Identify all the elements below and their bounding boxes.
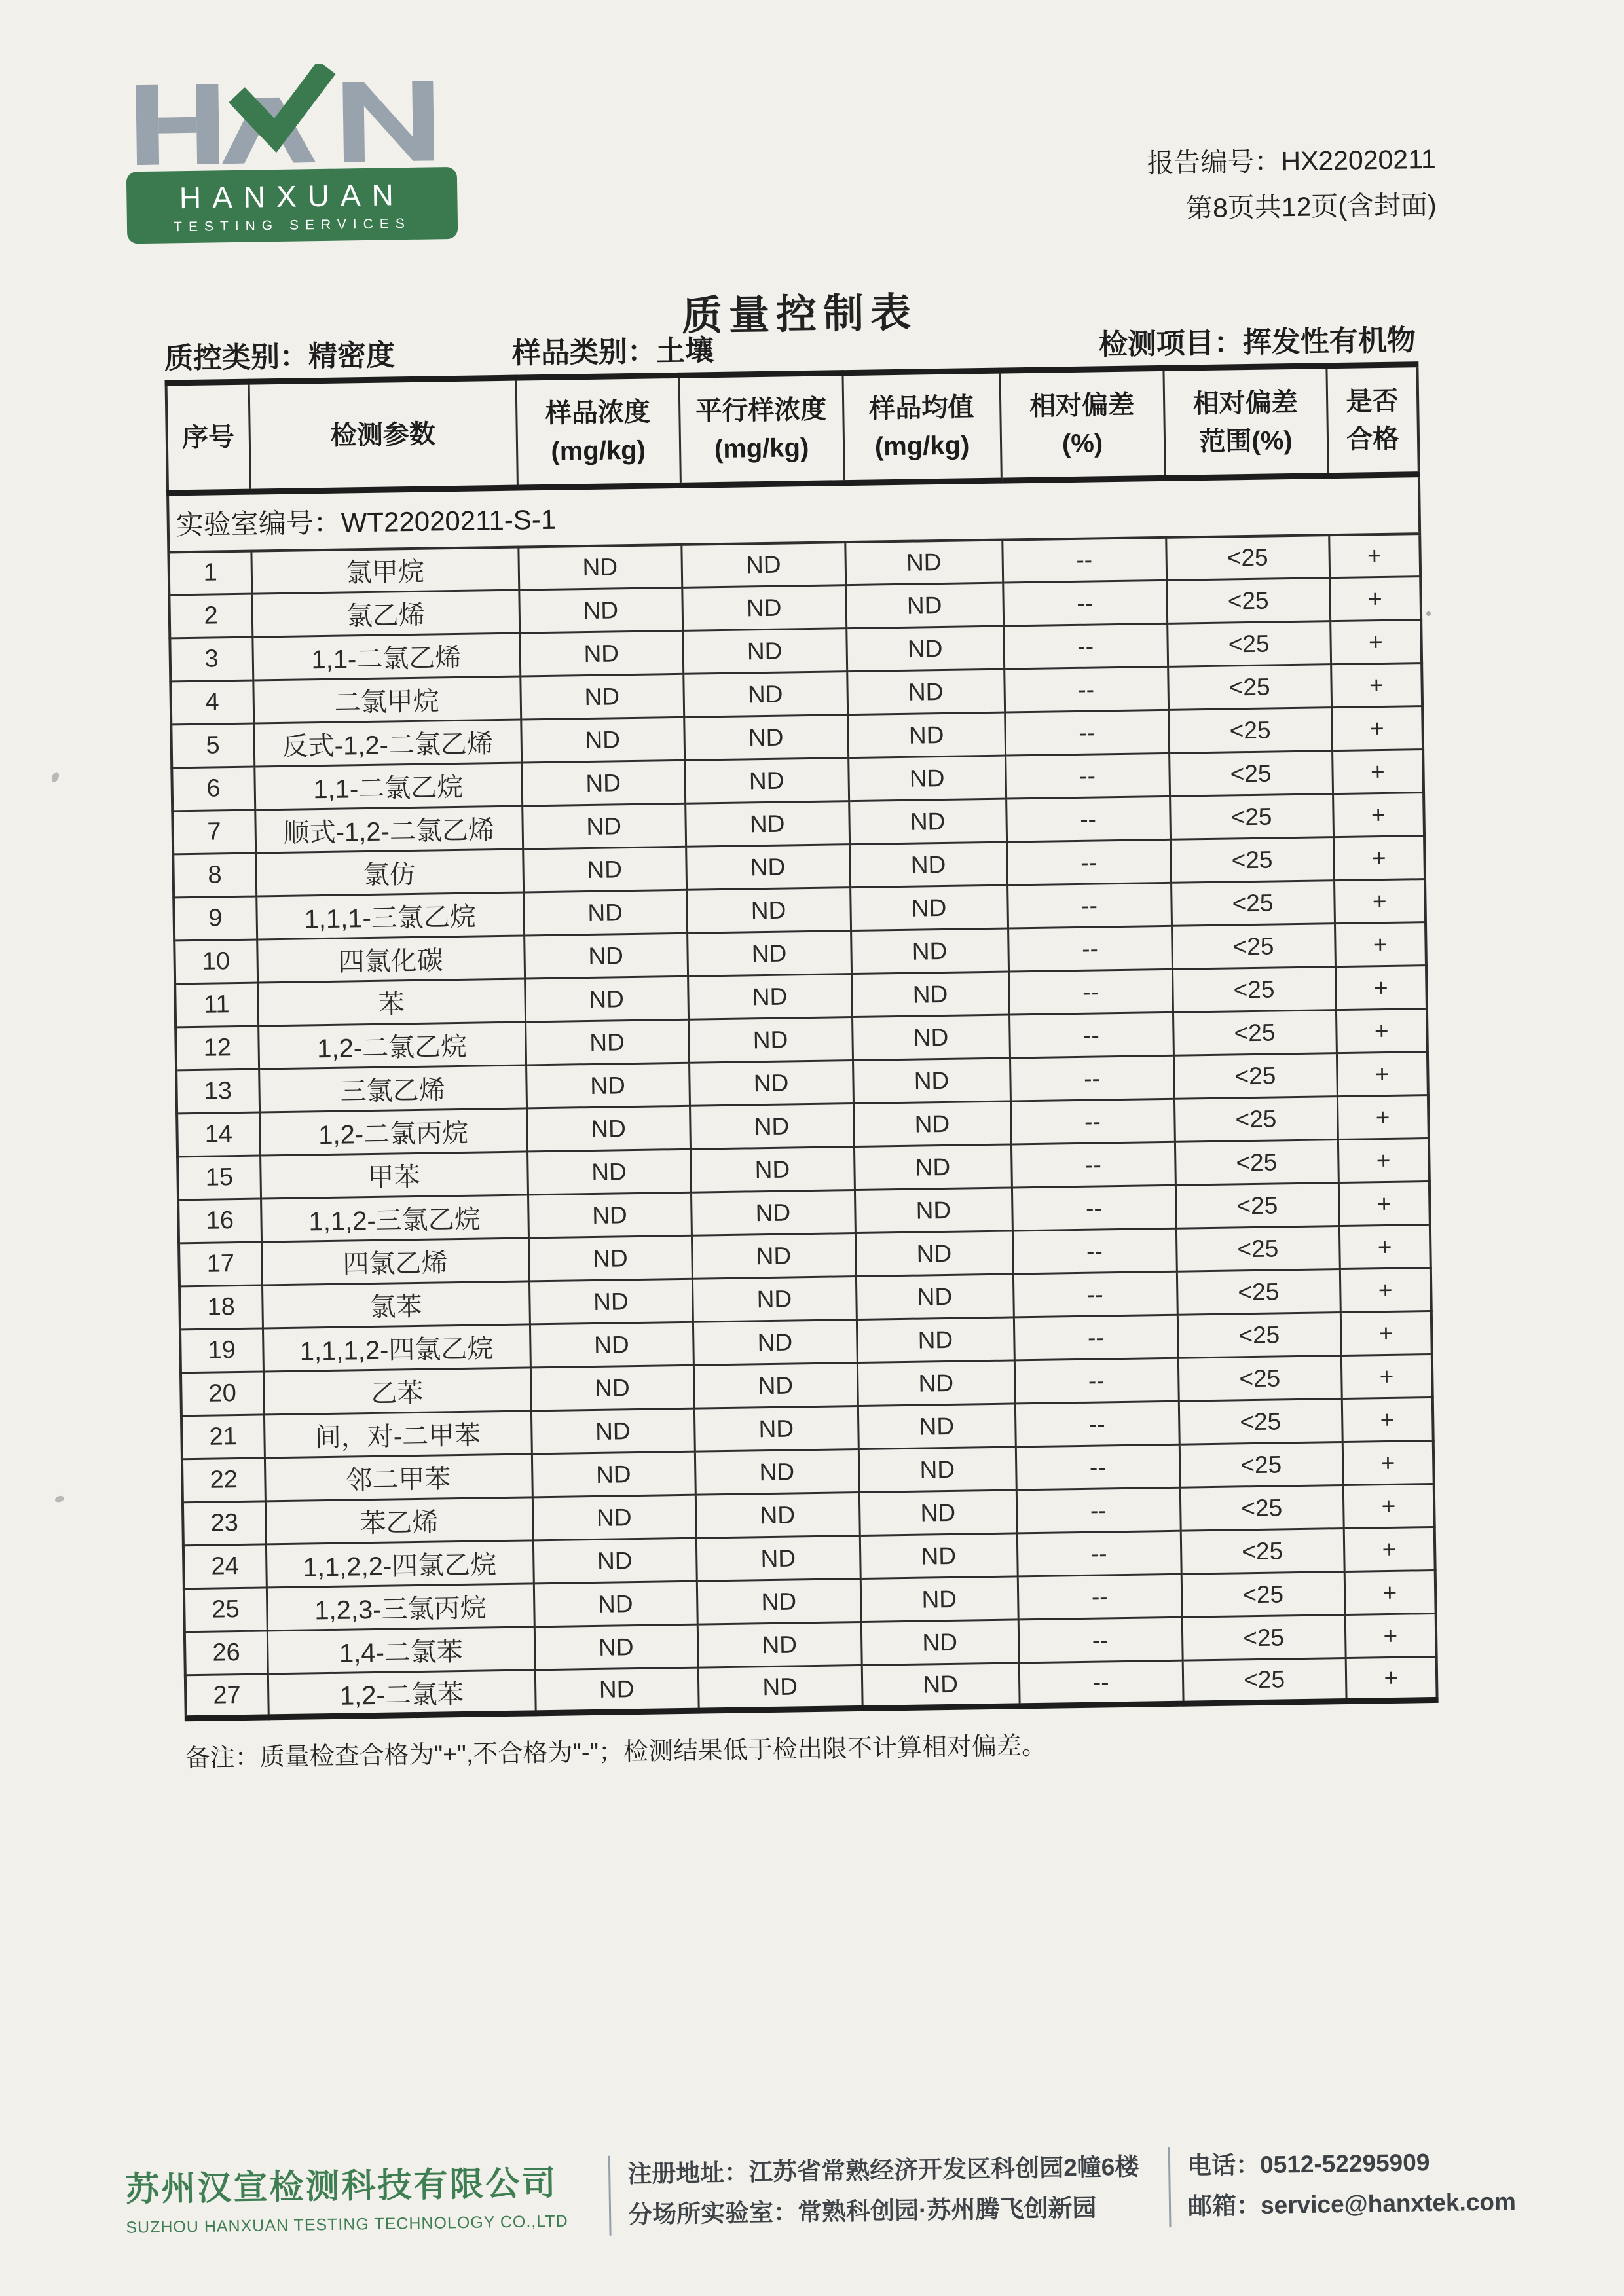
logo-company-name: HANXUAN (179, 177, 405, 215)
row-parameter: 1,2,3-三氯丙烷 (267, 1584, 534, 1631)
row-sample-concentration: ND (535, 1667, 699, 1713)
row-relative-deviation-range: <25 (1172, 924, 1335, 970)
row-sample-concentration: ND (525, 976, 688, 1022)
row-sample-mean: ND (849, 799, 1006, 845)
row-sample-mean: ND (845, 539, 1003, 585)
row-pass-flag: + (1331, 706, 1423, 751)
row-pass-flag: + (1337, 1095, 1429, 1140)
row-sample-concentration: ND (526, 1063, 690, 1108)
row-no: 18 (179, 1285, 263, 1330)
row-relative-deviation-range: <25 (1179, 1442, 1343, 1488)
row-no: 24 (183, 1544, 267, 1589)
scan-artifact (1426, 611, 1431, 616)
row-parallel-concentration: ND (695, 1492, 860, 1538)
scan-artifact (50, 771, 61, 784)
row-no: 16 (178, 1199, 261, 1243)
row-pass-flag: + (1340, 1268, 1431, 1313)
row-parallel-concentration: ND (695, 1449, 859, 1495)
row-sample-mean: ND (855, 1188, 1012, 1233)
report-number: 报告编号：HX22020211 (1147, 143, 1437, 179)
row-relative-deviation-range: <25 (1173, 1053, 1337, 1099)
row-pass-flag: + (1335, 922, 1426, 967)
row-sample-concentration: ND (520, 674, 684, 720)
row-parameter: 二氯甲烷 (253, 676, 521, 723)
row-parallel-concentration: ND (690, 1147, 855, 1193)
row-parameter: 苯 (257, 979, 525, 1026)
row-relative-deviation: -- (1016, 1487, 1181, 1533)
phone: 电话：0512-52295909 (1187, 2149, 1430, 2179)
col-header-rel-dev-range: 相对偏差 范围(%) (1163, 366, 1327, 479)
row-sample-mean: ND (851, 972, 1009, 1017)
row-relative-deviation: -- (1011, 1142, 1175, 1188)
row-relative-deviation-range: <25 (1170, 794, 1333, 840)
row-no: 19 (180, 1328, 263, 1373)
row-parallel-concentration: ND (696, 1535, 860, 1581)
row-sample-concentration: ND (533, 1538, 697, 1584)
row-sample-mean: ND (846, 626, 1004, 672)
row-pass-flag: + (1346, 1656, 1437, 1701)
row-no: 11 (175, 983, 258, 1027)
row-parallel-concentration: ND (691, 1190, 855, 1236)
row-relative-deviation: -- (1003, 623, 1168, 669)
row-relative-deviation: -- (1007, 883, 1172, 928)
row-parameter: 1,1,2,2-四氯乙烷 (266, 1540, 534, 1588)
row-relative-deviation-range: <25 (1170, 837, 1334, 883)
row-no: 15 (177, 1156, 261, 1200)
row-relative-deviation-range: <25 (1182, 1615, 1346, 1661)
row-relative-deviation: -- (1008, 969, 1173, 1015)
row-parallel-concentration: ND (693, 1320, 857, 1366)
row-sample-concentration: ND (518, 544, 682, 590)
row-sample-mean: ND (853, 1101, 1011, 1147)
row-sample-mean: ND (860, 1533, 1018, 1579)
row-relative-deviation: -- (1017, 1531, 1181, 1576)
row-sample-concentration: ND (526, 1106, 690, 1152)
col-header-param: 检测参数 (249, 378, 517, 492)
branch-lab-address: 分场所实验室：常熟科创园·苏州腾飞创新园 (627, 2194, 1097, 2229)
row-sample-concentration: ND (524, 933, 688, 979)
row-sample-concentration: ND (534, 1624, 698, 1670)
row-sample-mean: ND (848, 756, 1006, 801)
row-parameter: 间，对-二甲苯 (264, 1411, 532, 1458)
row-sample-concentration: ND (530, 1365, 694, 1411)
row-sample-mean: ND (845, 583, 1003, 629)
row-no: 9 (174, 896, 257, 941)
row-parallel-concentration: ND (693, 1363, 858, 1409)
row-parallel-concentration: ND (694, 1406, 858, 1452)
row-no: 2 (169, 594, 252, 638)
row-sample-mean: ND (857, 1360, 1015, 1406)
col-header-no: 序号 (166, 382, 250, 493)
row-pass-flag: + (1335, 966, 1427, 1010)
company-name-en: SUZHOU HANXUAN TESTING TECHNOLOGY CO.,LTD (126, 2212, 568, 2237)
row-parameter: 顺式-1,2-二氯乙烯 (255, 806, 523, 853)
row-relative-deviation: -- (1010, 1055, 1174, 1101)
row-sample-mean: ND (853, 1058, 1010, 1104)
row-relative-deviation: -- (1002, 537, 1166, 583)
row-sample-mean: ND (850, 885, 1008, 931)
row-sample-concentration: ND (523, 847, 686, 892)
row-parameter: 1,1-二氯乙烯 (252, 633, 520, 680)
row-parameter: 1,1,2-三氯乙烷 (261, 1195, 528, 1242)
row-relative-deviation-range: <25 (1168, 708, 1332, 754)
row-no: 5 (171, 723, 254, 768)
row-parameter: 1,1,1-三氯乙烷 (256, 892, 524, 939)
row-no: 8 (173, 853, 256, 898)
row-sample-concentration: ND (532, 1495, 696, 1540)
row-parameter: 氯仿 (255, 849, 523, 896)
row-relative-deviation-range: <25 (1166, 535, 1329, 581)
page-number: 第8页共12页(含封面) (1185, 189, 1437, 224)
row-relative-deviation: -- (1008, 926, 1172, 972)
row-sample-concentration: ND (519, 630, 683, 676)
row-pass-flag: + (1338, 1139, 1430, 1183)
row-sample-mean: ND (861, 1620, 1019, 1666)
row-sample-mean: ND (847, 669, 1005, 715)
col-header-rel-dev: 相对偏差 (%) (999, 368, 1164, 481)
row-sample-concentration: ND (534, 1581, 697, 1627)
row-pass-flag: + (1329, 534, 1420, 578)
row-no: 3 (170, 637, 253, 682)
row-parameter: 1,2-二氯乙烷 (258, 1022, 526, 1069)
row-pass-flag: + (1339, 1225, 1431, 1269)
row-pass-flag: + (1336, 1009, 1428, 1053)
logo-banner (126, 167, 458, 244)
row-relative-deviation: -- (1018, 1574, 1182, 1620)
row-parallel-concentration: ND (682, 629, 847, 674)
row-pass-flag: + (1337, 1052, 1428, 1097)
row-relative-deviation-range: <25 (1181, 1529, 1344, 1575)
registered-address: 注册地址：江苏省常熟经济开发区科创园2幢6楼 (627, 2153, 1139, 2188)
row-parameter: 甲苯 (260, 1152, 528, 1199)
row-relative-deviation-range: <25 (1177, 1313, 1341, 1358)
scan-artifact (54, 1495, 65, 1503)
row-sample-mean: ND (857, 1317, 1014, 1363)
row-sample-mean: ND (849, 842, 1007, 888)
row-relative-deviation-range: <25 (1174, 1097, 1338, 1142)
row-parallel-concentration: ND (685, 801, 849, 847)
row-no: 17 (179, 1242, 262, 1286)
sample-type: 样品类别：土壤 (511, 335, 714, 370)
row-parameter: 氯甲烷 (251, 547, 519, 594)
row-parallel-concentration: ND (688, 1017, 853, 1063)
header-row (166, 365, 1419, 493)
row-parallel-concentration: ND (692, 1277, 857, 1322)
row-no: 1 (168, 551, 251, 595)
row-no: 13 (176, 1069, 259, 1114)
row-sample-mean: ND (858, 1404, 1016, 1449)
row-pass-flag: + (1341, 1354, 1433, 1398)
row-relative-deviation-range: <25 (1171, 881, 1335, 926)
row-relative-deviation: -- (1012, 1228, 1177, 1274)
row-sample-mean: ND (860, 1576, 1018, 1622)
row-parallel-concentration: ND (684, 758, 849, 804)
row-parameter: 氯苯 (262, 1281, 530, 1328)
row-relative-deviation-range: <25 (1168, 665, 1331, 710)
row-parameter: 乙苯 (263, 1368, 531, 1415)
row-parallel-concentration: ND (697, 1622, 862, 1667)
row-parameter: 1,4-二氯苯 (267, 1627, 535, 1674)
email: 邮箱：service@hanxtek.com (1187, 2188, 1517, 2220)
qc-category: 质控类别：精密度 (164, 339, 396, 375)
row-parameter: 苯乙烯 (265, 1497, 533, 1544)
row-sample-mean: ND (852, 1015, 1010, 1061)
row-sample-mean: ND (862, 1663, 1020, 1709)
row-relative-deviation: -- (1012, 1185, 1176, 1231)
row-relative-deviation: -- (1009, 1012, 1173, 1058)
logo-tagline: TESTING SERVICES (174, 215, 411, 235)
row-no: 20 (181, 1372, 264, 1416)
row-sample-mean: ND (856, 1274, 1014, 1320)
row-pass-flag: + (1334, 879, 1426, 924)
row-parallel-concentration: ND (697, 1578, 861, 1624)
row-no: 21 (181, 1415, 265, 1459)
row-relative-deviation-range: <25 (1176, 1226, 1340, 1272)
row-pass-flag: + (1345, 1613, 1437, 1658)
row-relative-deviation: -- (1014, 1315, 1178, 1360)
footer-company (125, 2155, 593, 2243)
row-no: 10 (174, 939, 257, 984)
row-sample-mean: ND (855, 1231, 1013, 1277)
row-relative-deviation-range: <25 (1167, 621, 1331, 667)
row-pass-flag: + (1330, 620, 1422, 665)
row-sample-mean: ND (859, 1490, 1017, 1536)
row-relative-deviation-range: <25 (1180, 1485, 1344, 1531)
row-relative-deviation: -- (1003, 580, 1167, 626)
row-no: 14 (177, 1112, 260, 1157)
row-relative-deviation: -- (1016, 1444, 1180, 1490)
row-relative-deviation: -- (1006, 796, 1170, 842)
test-item: 检测项目：挥发性有机物 (1098, 324, 1416, 361)
footer-divider (608, 2156, 612, 2236)
row-no: 27 (185, 1674, 268, 1719)
qc-table-header (166, 365, 1419, 493)
row-relative-deviation: -- (1005, 753, 1170, 799)
row-pass-flag: + (1344, 1570, 1436, 1614)
row-sample-concentration: ND (530, 1322, 693, 1368)
row-parameter: 1,2-二氯丙烷 (259, 1108, 527, 1156)
row-relative-deviation-range: <25 (1172, 967, 1336, 1013)
row-parameter: 1,1-二氯乙烷 (254, 763, 522, 810)
row-pass-flag: + (1344, 1527, 1435, 1571)
row-relative-deviation: -- (1006, 839, 1171, 885)
page-title: 质量控制表 (681, 290, 918, 339)
col-header-mean: 样品均值 (mg/kg) (842, 371, 1001, 483)
row-relative-deviation-range: <25 (1169, 751, 1333, 797)
col-header-sample-conc: 样品浓度 (mg/kg) (515, 375, 680, 488)
row-no: 22 (182, 1458, 265, 1503)
row-sample-concentration: ND (529, 1279, 693, 1324)
footnote: 备注：质量检查合格为"+",不合格为"-"；检测结果低于检出限不计算相对偏差。 (185, 1732, 1047, 1773)
footer-divider (1168, 2147, 1172, 2227)
row-no: 12 (175, 1026, 259, 1070)
company-logo (124, 62, 458, 244)
col-header-pass: 是否 合格 (1326, 365, 1418, 476)
row-parameter: 四氯化碳 (257, 936, 525, 983)
row-sample-mean: ND (858, 1447, 1016, 1493)
row-relative-deviation: -- (1019, 1660, 1183, 1706)
row-parameter: 1,1,1,2-四氯乙烷 (263, 1324, 530, 1372)
row-pass-flag: + (1329, 577, 1421, 621)
row-pass-flag: + (1333, 836, 1425, 881)
row-relative-deviation-range: <25 (1181, 1572, 1345, 1618)
row-relative-deviation-range: <25 (1183, 1658, 1346, 1704)
company-name-cn: 苏州汉宣检测科技有限公司 (125, 2164, 558, 2209)
row-sample-mean: ND (851, 928, 1008, 974)
row-sample-mean: ND (854, 1144, 1012, 1190)
row-pass-flag: + (1332, 750, 1424, 794)
row-sample-concentration: ND (521, 717, 684, 763)
row-parallel-concentration: ND (688, 974, 852, 1020)
row-sample-concentration: ND (531, 1408, 695, 1454)
row-parallel-concentration: ND (686, 845, 850, 890)
row-parameter: 氯乙烯 (251, 590, 519, 637)
lab-id: 实验室编号：WT22020211-S-1 (168, 475, 1420, 552)
row-relative-deviation: -- (1010, 1099, 1175, 1144)
row-pass-flag: + (1338, 1182, 1430, 1226)
row-relative-deviation: -- (1014, 1358, 1179, 1404)
row-parallel-concentration: ND (681, 542, 845, 588)
row-relative-deviation: -- (1004, 666, 1168, 712)
row-no: 23 (183, 1501, 266, 1546)
row-sample-concentration: ND (527, 1149, 691, 1195)
row-relative-deviation: -- (1013, 1271, 1177, 1317)
row-parallel-concentration: ND (687, 931, 851, 977)
row-sample-concentration: ND (519, 587, 682, 633)
row-parallel-concentration: ND (692, 1233, 856, 1279)
row-pass-flag: + (1340, 1311, 1432, 1355)
row-no: 26 (185, 1631, 268, 1675)
hxn-logo-icon (124, 62, 456, 165)
row-sample-concentration: ND (521, 760, 685, 806)
row-parallel-concentration: ND (684, 715, 848, 761)
row-parallel-concentration: ND (690, 1104, 854, 1150)
row-parallel-concentration: ND (682, 585, 846, 631)
row-relative-deviation: -- (1018, 1617, 1183, 1663)
row-sample-concentration: ND (522, 803, 686, 849)
row-relative-deviation-range: <25 (1177, 1269, 1340, 1315)
row-sample-concentration: ND (525, 1019, 689, 1065)
row-parameter: 三氯乙烯 (259, 1065, 526, 1112)
row-relative-deviation-range: <25 (1175, 1140, 1338, 1186)
qc-table-body (168, 475, 1437, 1719)
qc-table (164, 361, 1438, 1721)
footer-contact (1187, 2141, 1517, 2227)
row-parameter: 四氯乙烯 (261, 1238, 529, 1285)
row-pass-flag: + (1343, 1484, 1435, 1528)
row-parameter: 1,2-二氯苯 (268, 1670, 536, 1717)
row-relative-deviation-range: <25 (1178, 1356, 1342, 1402)
row-no: 25 (184, 1588, 267, 1632)
row-pass-flag: + (1333, 793, 1424, 837)
row-relative-deviation-range: <25 (1166, 578, 1330, 624)
row-relative-deviation: -- (1015, 1401, 1179, 1447)
row-parallel-concentration: ND (689, 1061, 853, 1106)
row-relative-deviation-range: <25 (1173, 1010, 1337, 1056)
col-header-parallel-conc: 平行样浓度 (mg/kg) (678, 373, 843, 486)
row-sample-mean: ND (847, 712, 1005, 758)
row-relative-deviation: -- (1005, 710, 1169, 756)
row-parameter: 反式-1,2-二氯乙烯 (253, 720, 521, 767)
row-relative-deviation-range: <25 (1179, 1399, 1342, 1445)
footer-address (627, 2146, 1153, 2235)
row-no: 4 (170, 680, 253, 725)
row-relative-deviation-range: <25 (1175, 1183, 1339, 1229)
row-pass-flag: + (1342, 1440, 1434, 1485)
row-sample-concentration: ND (528, 1235, 692, 1281)
report-info (1147, 136, 1437, 232)
row-parameter: 邻二甲苯 (265, 1454, 532, 1501)
row-sample-concentration: ND (523, 890, 687, 936)
row-sample-concentration: ND (528, 1192, 692, 1238)
row-pass-flag: + (1331, 663, 1422, 708)
page-footer (125, 2140, 1560, 2242)
row-parallel-concentration: ND (686, 888, 851, 934)
row-no: 6 (172, 767, 255, 811)
row-parallel-concentration: ND (698, 1665, 862, 1711)
row-parallel-concentration: ND (683, 672, 847, 718)
row-pass-flag: + (1342, 1397, 1433, 1442)
row-sample-concentration: ND (532, 1451, 695, 1497)
row-no: 7 (172, 810, 255, 854)
